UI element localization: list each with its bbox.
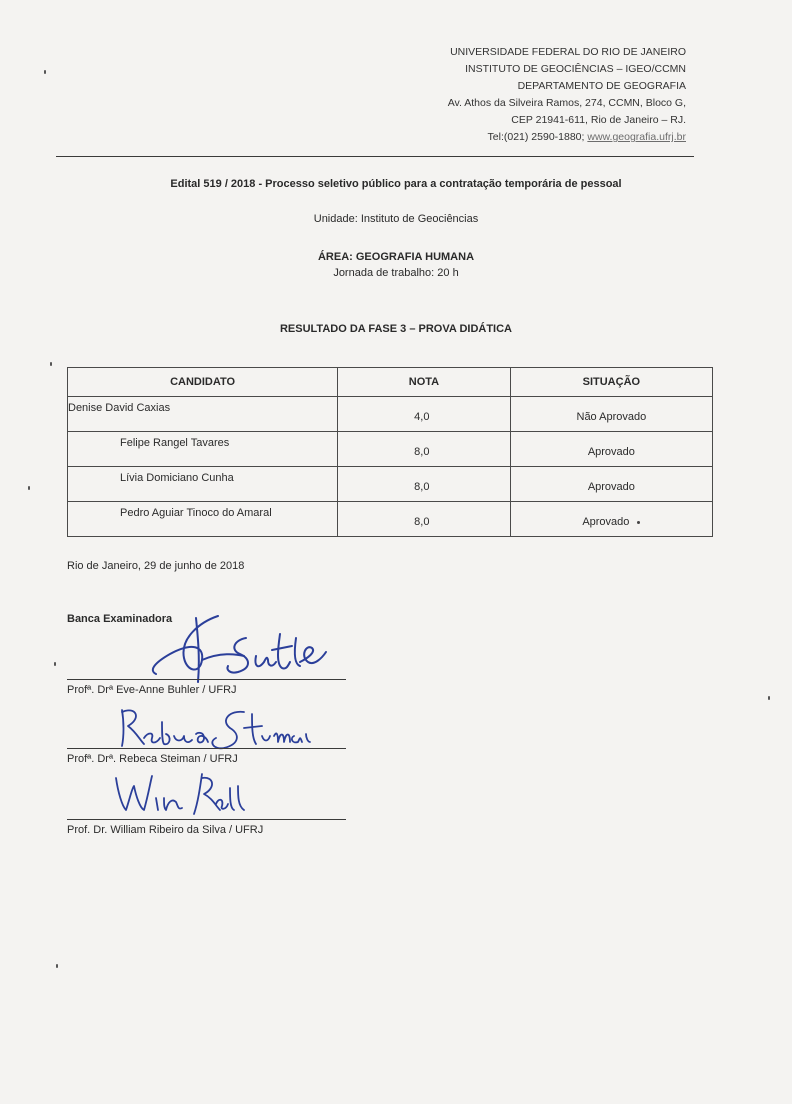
cell-situacao: Aprovado: [510, 467, 712, 502]
header-tel: Tel:(021) 2590-1880;: [487, 131, 585, 143]
banca-title: Banca Examinadora: [67, 613, 173, 625]
signature-3-icon: [112, 768, 252, 818]
table-row: [68, 502, 713, 537]
scan-speck: [50, 362, 52, 366]
signature-line-1: [67, 679, 346, 680]
header-divider: [56, 156, 694, 157]
cell-situacao: Aprovado: [510, 432, 712, 467]
area-line: ÁREA: GEOGRAFIA HUMANA: [317, 251, 475, 263]
table-row: [68, 432, 713, 467]
examiner-2-name: Profª. Drª. Rebeca Steiman / UFRJ: [67, 753, 238, 765]
scan-speck: [54, 662, 56, 666]
place-date: Rio de Janeiro, 29 de junho de 2018: [67, 560, 245, 572]
resultado-title: RESULTADO DA FASE 3 – PROVA DIDÁTICA: [279, 323, 513, 335]
cell-candidato: Lívia Domiciano Cunha: [68, 467, 338, 502]
cell-situacao: Aprovado: [582, 516, 630, 528]
table-row: [68, 467, 713, 502]
col-header-candidato: CANDIDATO: [68, 368, 338, 397]
results-table: [67, 367, 713, 537]
institution-header: [448, 44, 686, 146]
signature-2-icon: [112, 702, 312, 758]
mark-dot-icon: [637, 521, 640, 524]
scan-speck: [28, 486, 30, 490]
scan-speck: [44, 70, 46, 74]
cell-nota: 8,0: [338, 467, 511, 502]
table-row: [68, 397, 713, 432]
cell-nota: 4,0: [338, 397, 511, 432]
header-website-link[interactable]: www.geografia.ufrj.br: [587, 131, 686, 143]
header-cep: CEP 21941-611, Rio de Janeiro – RJ.: [511, 114, 686, 126]
cell-situacao-cell: [510, 502, 712, 537]
col-header-nota: NOTA: [338, 368, 511, 397]
table-header-row: [68, 368, 713, 397]
header-address: Av. Athos da Silveira Ramos, 274, CCMN, Bloco G,: [447, 97, 686, 109]
cell-nota: 8,0: [338, 432, 511, 467]
cell-candidato: Denise David Caxias: [68, 397, 338, 432]
examiner-1-name: Profª. Drª Eve-Anne Buhler / UFRJ: [67, 684, 237, 696]
cell-nota: 8,0: [338, 502, 511, 537]
cell-candidato: Felipe Rangel Tavares: [68, 432, 338, 467]
signature-line-2: [67, 748, 346, 749]
edital-title: Edital 519 / 2018 - Processo seletivo público para a contratação temporária de pessoal: [170, 178, 622, 190]
header-contact: [448, 129, 686, 146]
signature-1-icon: [140, 608, 330, 690]
cell-situacao: Não Aprovado: [510, 397, 712, 432]
scan-speck: [56, 964, 58, 968]
header-institute: INSTITUTO DE GEOCIÊNCIAS – IGEO/CCMN: [465, 63, 686, 75]
cell-candidato: Pedro Aguiar Tinoco do Amaral: [68, 502, 338, 537]
header-department: DEPARTAMENTO DE GEOGRAFIA: [517, 80, 686, 92]
unidade-line: Unidade: Instituto de Geociências: [313, 213, 479, 225]
signature-line-3: [67, 819, 346, 820]
header-university: UNIVERSIDADE FEDERAL DO RIO DE JANEIRO: [450, 46, 686, 58]
scan-speck: [768, 696, 770, 700]
jornada-line: Jornada de trabalho: 20 h: [333, 267, 459, 279]
examiner-3-name: Prof. Dr. William Ribeiro da Silva / UFRJ: [67, 824, 264, 836]
col-header-situacao: SITUAÇÃO: [510, 368, 712, 397]
